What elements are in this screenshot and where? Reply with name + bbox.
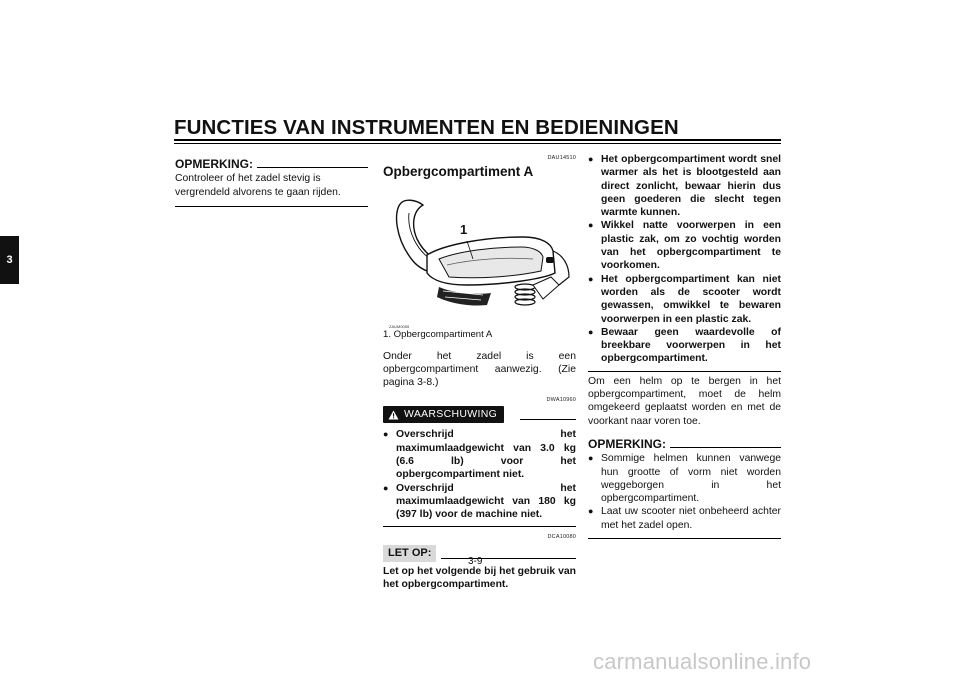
bullet-icon: ● xyxy=(588,154,594,164)
title-rule xyxy=(174,139,781,141)
caution-badge: LET OP: xyxy=(383,545,436,562)
section-code: DAU14510 xyxy=(547,155,576,161)
warning-end-rule xyxy=(383,526,576,527)
note-end-rule xyxy=(175,206,368,207)
bullet-icon: ● xyxy=(588,273,594,284)
note-heading-right: OPMERKING: xyxy=(588,438,781,451)
helmet-text: Om een helm op te bergen in het opbergcompartiment, moet de helm omgekeerd geplaatst worden en met de voorkant naar voren toe. xyxy=(588,375,781,427)
caution-code: DCA10080 xyxy=(547,534,576,541)
caution-text: Let op het volgende bij het gebruik van het opbergcompartiment. xyxy=(383,566,576,591)
title-rule-thin xyxy=(174,143,781,144)
warning-item: ● Overschrijd het maximumlaadgewicht van 3.0 kg (6.6 lb) voor het opbergcompartiment niet. xyxy=(383,429,576,481)
page-title: FUNCTIES VAN INSTRUMENTEN EN BEDIENINGEN xyxy=(174,116,679,139)
caution-list xyxy=(588,153,781,366)
caution-item: ● Het opbergcompartiment wordt snel warmer als het is blootgesteld aan direct zonlicht, bewaar hierin dus geen goederen die slecht tegen warmte kunnen. xyxy=(588,154,781,219)
section-title: Opbergcompartiment A xyxy=(383,164,534,180)
warning-code: DWA10960 xyxy=(546,396,576,403)
warning-header xyxy=(383,406,576,423)
bullet-icon: ● xyxy=(588,326,594,337)
figure-id: ZAUM0055 xyxy=(389,323,410,329)
caution-end-rule xyxy=(588,371,781,372)
middle-column xyxy=(383,152,576,592)
note-list xyxy=(588,452,781,532)
bullet-icon: ● xyxy=(383,482,389,493)
warning-list xyxy=(383,428,576,521)
note-text: Controleer of het zadel stevig is vergrendeld alvorens te gaan rijden. xyxy=(175,173,341,198)
caution-item: ● Bewaar geen waardevolle of breekbare voorwerpen in het opbergcompartiment. xyxy=(588,326,781,365)
figure-callout-1: 1 xyxy=(460,221,468,237)
page-number: 3-9 xyxy=(468,556,483,567)
bullet-icon: ● xyxy=(588,506,594,517)
note-heading: OPMERKING: xyxy=(175,158,368,171)
chapter-tab: 3 xyxy=(0,236,19,284)
scooter-seat-illustration xyxy=(383,181,576,309)
bullet-icon: ● xyxy=(588,220,594,231)
caution-item: ● Wikkel natte voorwerpen in een plastic zak, om zo vochtig worden van het opbergcompartiment te voorkomen. xyxy=(588,220,781,272)
bullet-icon: ● xyxy=(588,453,594,464)
figure-caption: 1. Opbergcompartiment A xyxy=(383,328,493,340)
watermark: carmanualsonline.info xyxy=(593,649,812,674)
right-column xyxy=(588,153,781,539)
note-end-rule-right xyxy=(588,538,781,539)
warning-item: ● Overschrijd het maximumlaadgewicht van 180 kg (397 lb) voor de machine niet. xyxy=(383,482,576,521)
left-column xyxy=(175,158,368,207)
bullet-icon: ● xyxy=(383,429,389,440)
note-item: ● Sommige helmen kunnen vanwege hun grootte of vorm niet worden weggeborgen in het opbergcompartiment. xyxy=(588,453,781,505)
warning-triangle-icon xyxy=(388,410,399,420)
note-item: ● Laat uw scooter niet onbeheerd achter met het zadel open. xyxy=(588,506,781,531)
caution-item: ● Het opbergcompartiment kan niet worden als de scooter wordt gewassen, omwikkel te bewaren voorwerpen in een plastic zak. xyxy=(588,273,781,325)
warning-badge: WAARSCHUWING xyxy=(383,406,504,423)
intro-text: Onder het zadel is een opbergcompartiment aanwezig. (Zie pagina 3-8.) xyxy=(383,350,576,389)
figure-storage-compartment xyxy=(383,181,576,329)
